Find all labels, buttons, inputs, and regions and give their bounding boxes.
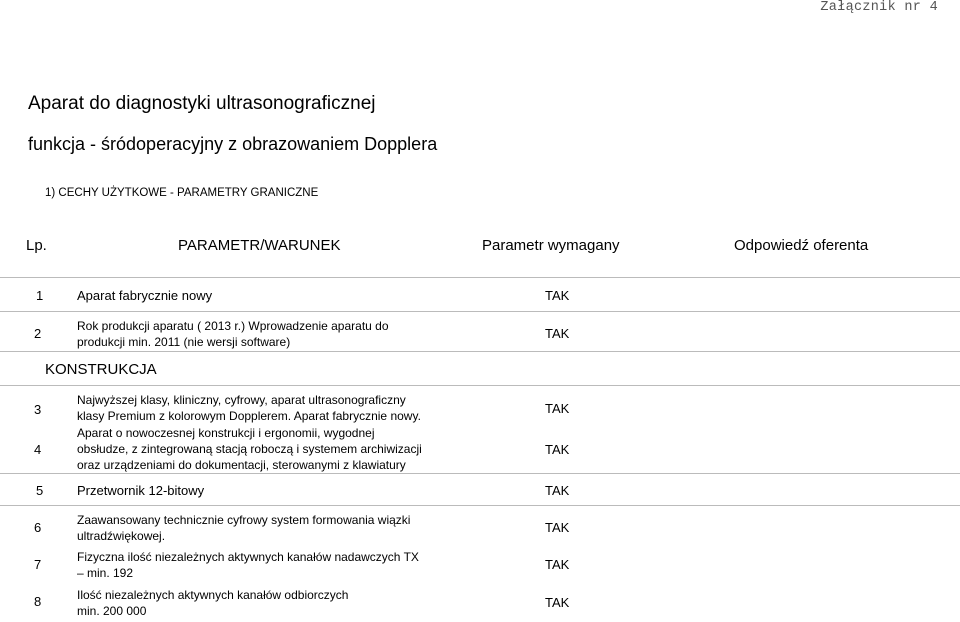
document-title: Aparat do diagnostyki ultrasonograficznej: [28, 93, 376, 114]
row-divider: [0, 385, 960, 386]
header-required: Parametr wymagany: [482, 237, 620, 254]
row-text-line: obsłudze, z zintegrowaną stacją roboczą i systemem archiwizacji: [77, 442, 422, 456]
row-number: 2: [34, 326, 42, 341]
row-text-line: klasy Premium z kolorowym Dopplerem. Aparat fabrycznie nowy.: [77, 409, 421, 423]
attachment-label: Załącznik nr 4: [820, 0, 938, 15]
row-required: TAK: [545, 557, 570, 572]
row-text-line: Najwyższej klasy, kliniczny, cyfrowy, aparat ultrasonograficzny: [77, 393, 406, 407]
document-subtitle: funkcja - śródoperacyjny z obrazowaniem Dopplera: [28, 134, 438, 154]
row-number: 8: [34, 594, 42, 609]
row-divider: [0, 351, 960, 352]
row-number: 6: [34, 520, 42, 535]
row-divider: [0, 311, 960, 312]
row-text-line: ultradźwiękowej.: [77, 529, 166, 543]
row-text-line: Fizyczna ilość niezależnych aktywnych kanałów nadawczych TX: [77, 550, 419, 564]
row-required: TAK: [545, 326, 570, 341]
header-param: PARAMETR/WARUNEK: [178, 237, 341, 254]
row-text-line: oraz urządzeniami do dokumentacji, sterowanymi z klawiatury: [77, 458, 406, 472]
row-required: TAK: [545, 595, 570, 610]
row-required: TAK: [545, 442, 570, 457]
row-divider: [0, 473, 960, 474]
row-text-line: – min. 192: [77, 566, 134, 580]
row-text: Aparat fabrycznie nowy: [77, 288, 213, 303]
row-text-line: produkcji min. 2011 (nie wersji software): [77, 335, 291, 349]
row-required: TAK: [545, 288, 570, 303]
row-divider: [0, 505, 960, 506]
row-number: 5: [36, 483, 44, 498]
row-number: 7: [34, 557, 42, 572]
row-number: 4: [34, 442, 42, 457]
header-answer: Odpowiedź oferenta: [734, 237, 869, 254]
row-text-line: Ilość niezależnych aktywnych kanałów odbiorczych: [77, 588, 349, 602]
row-divider: [0, 277, 960, 278]
row-text-line: Aparat o nowoczesnej konstrukcji i ergonomii, wygodnej: [77, 426, 375, 440]
row-text-line: Zaawansowany technicznie cyfrowy system formowania wiązki: [77, 513, 411, 527]
section-heading: 1) CECHY UŻYTKOWE - PARAMETRY GRANICZNE: [45, 187, 319, 199]
row-required: TAK: [545, 520, 570, 535]
row-required: TAK: [545, 401, 570, 416]
construction-label: KONSTRUKCJA: [45, 361, 157, 378]
row-required: TAK: [545, 483, 570, 498]
row-number: 3: [34, 402, 42, 417]
row-text-line: Rok produkcji aparatu ( 2013 r.) Wprowadzenie aparatu do: [77, 319, 389, 333]
row-text-line: min. 200 000: [77, 604, 147, 618]
header-lp: Lp.: [26, 237, 47, 254]
row-text: Przetwornik 12-bitowy: [77, 483, 205, 498]
row-number: 1: [36, 288, 44, 303]
